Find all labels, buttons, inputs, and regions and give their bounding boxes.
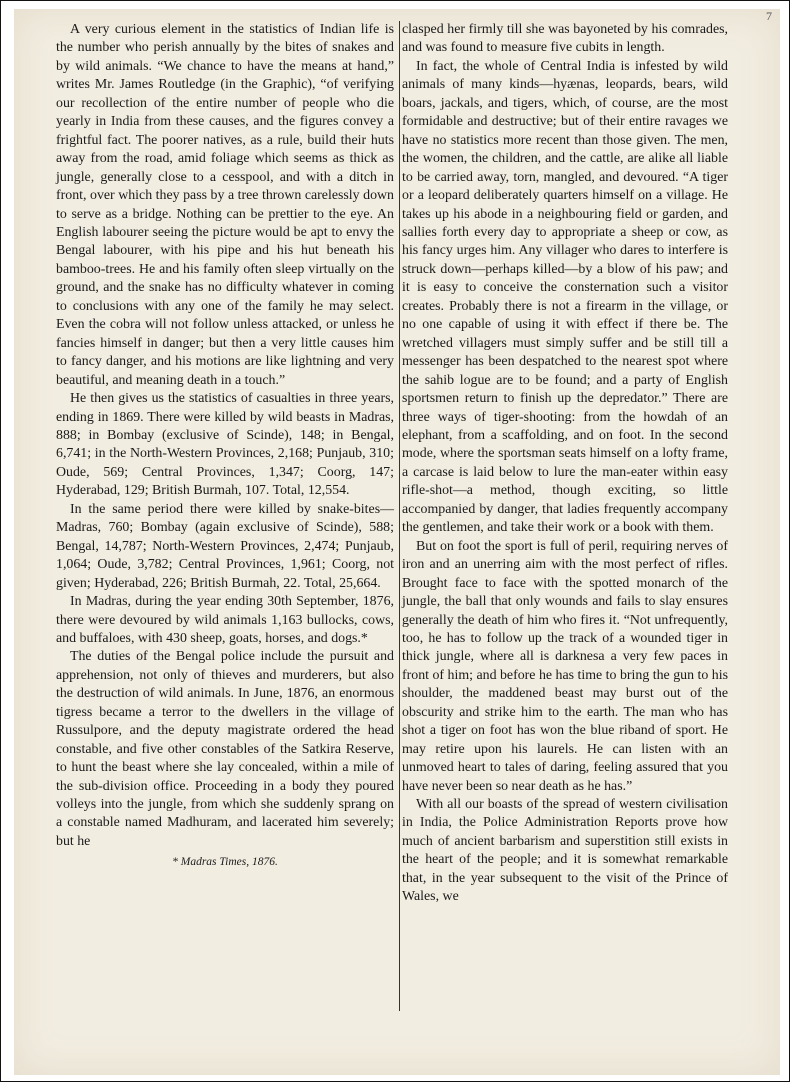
paragraph-sport-on-foot: But on foot the sport is full of peril, requiring nerves of iron and an unerring aim with the most perfect of rifles. Brought face to face with the spotted monarch of the jungle, the ball that only wounds and fails to slay ensures generally the death of him who fires it. “Not unfrequently, too, he has to follow up the track of a wounded tiger in thick jungle, where all is darknesa a very few paces in front of him; and before he has time to bring the gun to his shoulder, the maddened beast may burst out of the obscurity and strike him to the earth. The man who has shot a tiger on foot has won the blue riband of sport. He may retire upon his laurels. He can listen with an unmoved heart to tales of daring, feeling assured that you have never been so near death as he has.” <box>402 538 728 794</box>
footnote: * Madras Times, 1876. <box>172 856 278 869</box>
page-number: 7 <box>766 9 772 23</box>
paragraph-continued: clasped her firmly till she was bayoneted by his comrades, and was found to measure five cubits in length. <box>402 22 728 56</box>
column-rule <box>399 21 400 1011</box>
paragraph-wild-beast-casualties: He then gives us the statistics of casualties in three years, ending in 1869. There were killed by wild beasts in Madras, 888; in Bombay (exclusive of Scinde), 148; in Bengal, 6,741; in the North-Western Provinces, 2,168; Punjaub, 310; Oude, 569; Central Provinces, 1,347; Coorg, 147; Hyderabad, 129; British Burmah, 107. Total, 12,554. <box>56 391 394 499</box>
paragraph-bengal-police: The duties of the Bengal police include the pursuit and apprehension, not only of thieves and murderers, but also the destruction of wild animals. In June, 1876, an enormous tigress became a terror to the dwellers in the village of Russulpore, and the deputy magistrate ordered the head constable, and five other constables of the Satkira Reserve, to hunt the beast where she lay concealed, within a mile of the sub-division office. Proceeding in a body they poured volleys into the jungle, from which she suddenly sprang on a constable named Madhuram, and lacerated him severely; but he <box>56 649 394 849</box>
paragraph-snakebite-casualties: In the same period there were killed by snake-bites—Madras, 760; Bombay (again exclusive of Scinde), 588; Bengal, 14,787; North-Western Provinces, 2,474; Punjaub, 1,064; Oude, 3,782; Central Provinces, 1,961; Coorg, not given; Hyderabad, 226; British Burmah, 22. Total, 25,664. <box>56 501 394 591</box>
paragraph-madras-livestock: In Madras, during the year ending 30th September, 1876, there were devoured by wild animals 1,163 bullocks, cows, and buffaloes, with 430 sheep, goats, horses, and dogs.* <box>56 594 394 646</box>
paragraph-central-india: In fact, the whole of Central India is infested by wild animals of many kinds—hyænas, leopards, bears, wild boars, jackals, and tigers, which, of course, are the most formidable and destructive; but of their entire ravages we have no statistics more recent than those given. The men, the women, the children, and the cattle, are alike all liable to be carried away, torn, mangled, and devoured. “A tiger or a leopard deliberately quarters himself on a village. He takes up his abode in a neighbouring field or garden, and sallies forth every day to appropriate a sheep or cow, as his fancy urges him. Any villager who dares to interfere is struck down—perhaps killed—by a blow of his paw; and it is easy to conceive the consternation such a visitor creates. Probably there is not a firearm in the village, or no one capable of using it with effect if there be. The wretched villagers must simply suffer and be still till a messenger has been despatched to the nearest spot where the sahib logue are to be found; and a party of English sportsmen return to finish up the depredator.” There are three ways of tiger-shooting: from the howdah of an elephant, from a scaffolding, and on foot. In the second mode, where the sportsman seats himself on a lofty frame, a carcase is laid below to lure the man-eater within easy rifle-shot—a method, though exciting, so little accompanied by danger, that ladies frequently accompany the gentlemen, and take their work or a book with them. <box>402 58 728 536</box>
paragraph-police-reports: With all our boasts of the spread of western civilisation in India, the Police Administration Reports prove how much of ancient barbarism and superstition still exists in the heart of the people; and it is somewhat remarkable that, in the year subsequent to the visit of the Prince of Wales, we <box>402 797 728 905</box>
left-column <box>56 21 394 869</box>
paragraph-snakes-intro: A very curious element in the statistics of Indian life is the number who perish annually by the bites of snakes and by wild animals. “We chance to have the means at hand,” writes Mr. James Routledge (in the Graphic), “of verifying our recollection of the entire number of people who die yearly in India from these causes, and the figures convey a frightful fact. The poorer natives, as a rule, build their huts away from the road, amid foliage which seems as thick as jungle, generally close to a cesspool, and with a ditch in front, over which they pass by a tree thrown carelessly down to serve as a bridge. Nothing can be prettier to the eye. An English labourer seeing the picture would be apt to envy the Bengal labourer, with his pipe and his hut beneath his bamboo-trees. He and his family often sleep virtually on the ground, and the snake has no difficulty whatever in coming to conclusions with any one of the family he may select. Even the cobra will not follow unless attacked, or unless he fancies himself in danger; but then a very little causes him to fancy danger, and his motions are like lightning and very beautiful, and meaning death in a touch.” <box>56 22 394 388</box>
right-column <box>402 21 728 907</box>
